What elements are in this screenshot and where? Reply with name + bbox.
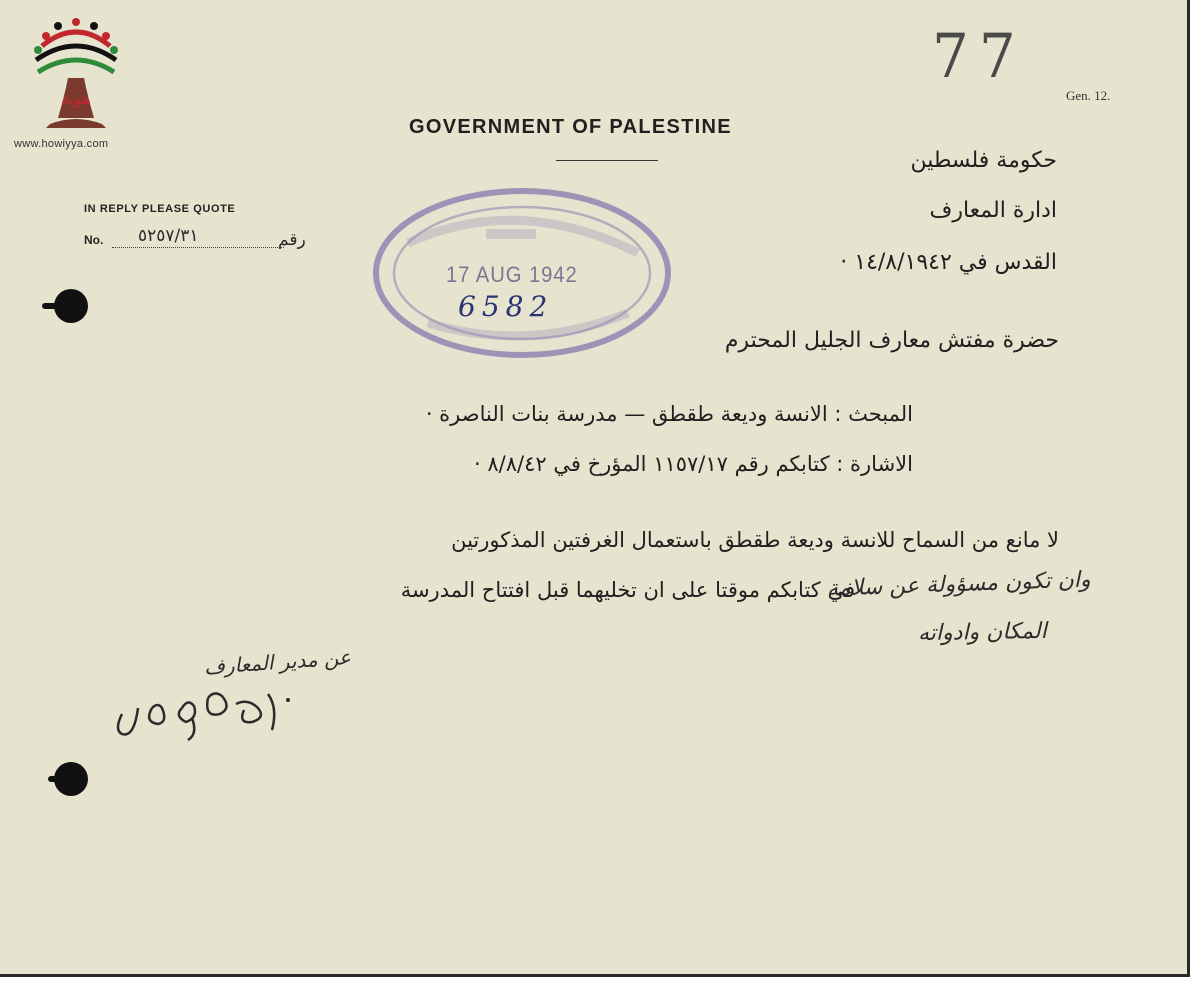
watermark-url: www.howiyya.com xyxy=(14,138,109,150)
handwritten-signature xyxy=(108,678,308,748)
logo-text: هوية xyxy=(61,89,91,108)
arabic-department: ادارة المعارف xyxy=(929,198,1057,223)
body-line-2: في كتابكم موقتا على ان تخليهما قبل افتتاح المدرسة xyxy=(400,578,855,602)
government-title: GOVERNMENT OF PALESTINE xyxy=(409,116,732,138)
addressee: حضرة مفتش معارف الجليل المحترم xyxy=(724,328,1059,353)
reply-number-label: No. xyxy=(84,233,104,247)
reply-number-value: ٥٢٥٧/٣١ xyxy=(138,226,199,246)
stamp-date: 17 AUG 1942 xyxy=(446,262,578,287)
title-underline xyxy=(556,160,658,161)
handwritten-addition-line-2: المكان وادواته xyxy=(918,618,1048,647)
subject-line: المبحث : الانسة وديعة طقطق — مدرسة بنات الناصرة · xyxy=(425,402,913,426)
punch-hole-bottom xyxy=(54,762,88,796)
arabic-place-date: القدس في ١٤/٨/١٩٤٢ · xyxy=(840,250,1057,275)
punch-hole-top xyxy=(54,289,88,323)
signature-title: عن مدير المعارف xyxy=(203,644,352,680)
stamp-handwritten-number: 6582 xyxy=(458,290,554,323)
body-line-1: لا مانع من السماح للانسة وديعة طقطق باستعمال الغرفتين المذكورتين xyxy=(451,528,1059,552)
reference-line: الاشارة : كتابكم رقم ١١٥٧/١٧ المؤرخ في ٨/٨/٤٢ · xyxy=(474,452,913,476)
reply-raqm-label: رقم xyxy=(278,230,306,250)
howiyya-logo xyxy=(28,18,124,138)
reply-quote-label: IN REPLY PLEASE QUOTE xyxy=(84,203,236,215)
form-code: Gen. 12. xyxy=(1066,88,1111,103)
reply-number-dotted-line xyxy=(112,247,284,248)
handwritten-addition-line-1: وان تكون مسؤولة عن سلامة xyxy=(827,567,1092,602)
handwritten-page-number: 77 xyxy=(932,20,1026,92)
arabic-government-title: حكومة فلسطين xyxy=(910,148,1057,173)
